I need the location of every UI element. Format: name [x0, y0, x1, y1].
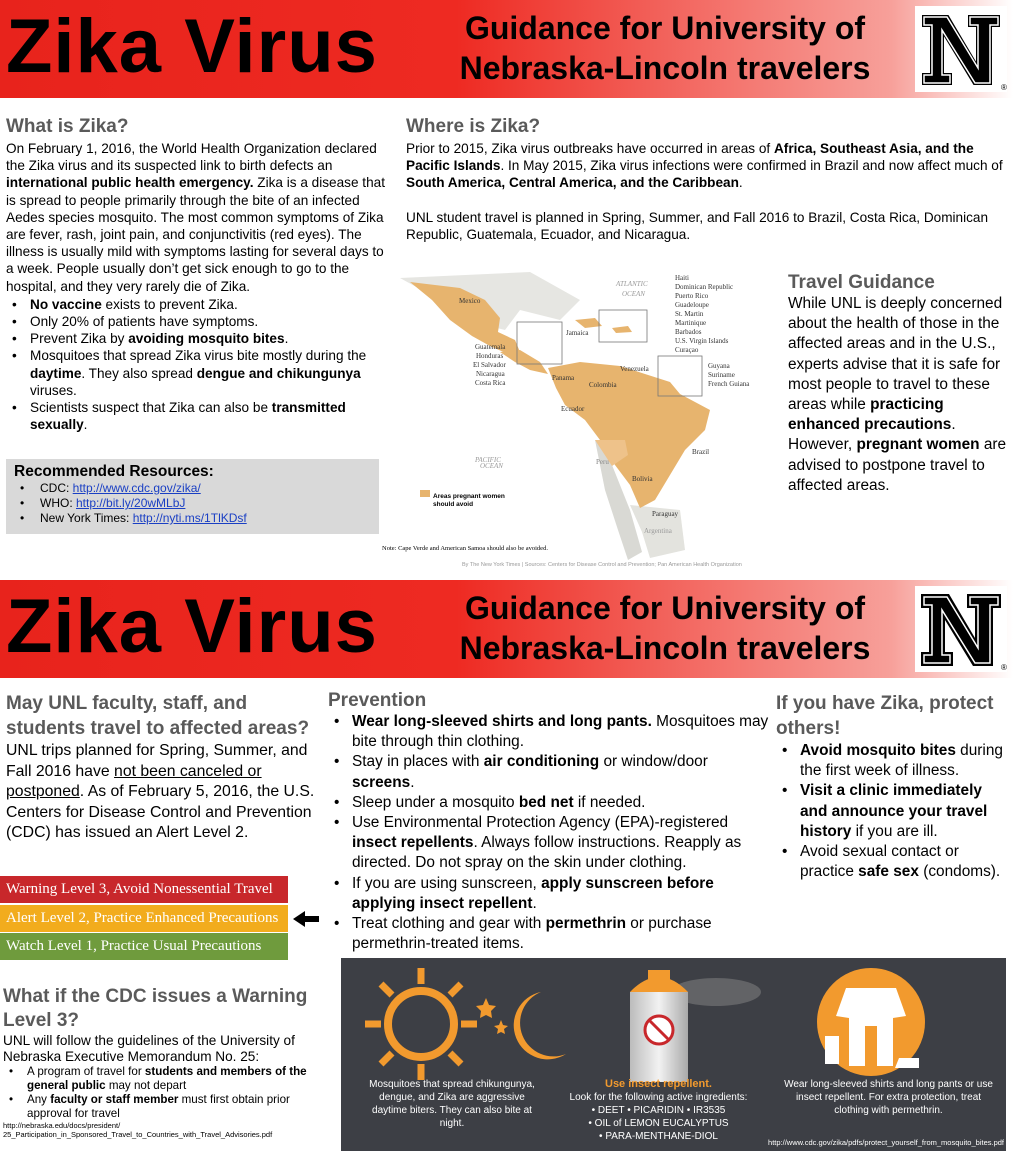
svg-text:St. Martin: St. Martin [675, 310, 704, 318]
resources-heading: Recommended Resources: [14, 463, 214, 480]
insect-repellent-icon [596, 962, 766, 1082]
banner-subtitle-2: Guidance for University of Nebraska-Lincoln travelers [459, 590, 871, 666]
svg-text:Argentina: Argentina [644, 527, 672, 535]
university-n-logo [915, 6, 1007, 92]
where-is-zika-section [406, 116, 1006, 243]
prevention-section [328, 690, 772, 954]
svg-text:Guyana: Guyana [708, 362, 730, 370]
svg-text:PACIFIC: PACIFIC [475, 456, 501, 464]
atlantic-label: ATLANTIC [616, 280, 648, 288]
svg-text:Jamaica: Jamaica [566, 329, 589, 337]
list-item: • Use Environmental Protection Agency (EPA)-registered insect repellents. Always follow instructions. Reapply as directed. Do not spray on the skin under clothing. [328, 813, 772, 874]
where-text-1: Prior to 2015, Zika virus outbreaks have occurred in areas of Africa, Southeast Asia, and the Pacific Islands. In May 2015, Zika virus infections were confirmed in Brazil and now affect much of South America, Central America, and the Caribbean. [406, 141, 1003, 191]
recommended-resources-box [6, 459, 379, 534]
who-link[interactable]: http://bit.ly/20wMLbJ [76, 496, 186, 510]
banner-subtitle: Guidance for University of Nebraska-Lincoln travelers [459, 10, 871, 86]
svg-text:®: ® [1001, 83, 1007, 92]
travel-guidance-text: While UNL is deeply concerned about the health of those in the affected areas and in the U.S., experts advise that it is safe for most people to travel to these areas while practicing enhanced precautions. However, pregnant women are advised to postpone travel to affected areas. [788, 295, 1007, 494]
svg-text:Brazil: Brazil [692, 448, 710, 456]
list-item: • No vaccine exists to prevent Zika. [6, 296, 386, 313]
legend-text: Areas pregnant women should avoid [433, 493, 505, 508]
svg-text:Haiti: Haiti [675, 274, 689, 282]
svg-text:Suriname: Suriname [708, 371, 735, 379]
svg-text:Puerto Rico: Puerto Rico [675, 292, 709, 300]
list-item: • New York Times: http://nyti.ms/1TlKDsf [14, 511, 371, 526]
resources-list [14, 481, 371, 526]
svg-text:Guadeloupe: Guadeloupe [675, 301, 709, 309]
svg-text:Martinique: Martinique [675, 319, 707, 327]
what-is-zika-heading: What is Zika? [6, 116, 129, 137]
list-item: • Visit a clinic immediately and announce your travel history if you are ill. [776, 781, 1008, 842]
svg-text:Guatemala: Guatemala [475, 343, 506, 351]
university-n-logo-2 [915, 586, 1007, 672]
svg-text:Costa Rica: Costa Rica [475, 379, 506, 387]
svg-text:El Salvador: El Salvador [473, 361, 506, 369]
caption-clothing: Wear long-sleeved shirts and long pants or use insect repellent. For extra protection, treat clothing with permethrin. [784, 1079, 993, 1116]
travel-guidance-heading: Travel Guidance [788, 272, 935, 293]
list-item: • Scientists suspect that Zika can also be transmitted sexually. [6, 399, 386, 433]
if-you-have-zika-list [776, 741, 1008, 882]
svg-text:Barbados: Barbados [675, 328, 702, 336]
cdc-pdf-url[interactable]: http://www.cdc.gov/zika/pdfs/protect_yourself_from_mosquito_bites.pdf [768, 1138, 1004, 1147]
list-item: • Prevent Zika by avoiding mosquito bites. [6, 330, 386, 347]
travel-guidance-section [788, 272, 1010, 496]
svg-text:Curaçao: Curaçao [675, 346, 699, 354]
prevention-list [328, 712, 772, 954]
list-item: • Only 20% of patients have symptoms. [6, 313, 386, 330]
second-banner [0, 580, 1013, 678]
if-you-have-zika-section [776, 692, 1008, 882]
caption-biters: Mosquitoes that spread chikungunya, dengue, and Zika are aggressive daytime biters. They can also bite at night. [369, 1079, 535, 1129]
svg-text:Bolivia: Bolivia [632, 475, 653, 483]
list-item: • Any faculty or staff member must first obtain prior approval for travel [3, 1093, 335, 1121]
svg-text:Peru: Peru [596, 458, 609, 466]
svg-text:Ecuador: Ecuador [561, 405, 585, 413]
list-item: • Avoid sexual contact or practice safe sex (condoms). [776, 842, 1008, 882]
svg-text:Honduras: Honduras [476, 352, 504, 360]
zika-facts-list [6, 296, 386, 434]
banner-title: Zika Virus [6, 4, 378, 89]
list-item: • Wear long-sleeved shirts and long pants. Mosquitoes may bite through thin clothing. [328, 712, 772, 752]
svg-text:Venezuela: Venezuela [620, 365, 649, 373]
svg-text:Colombia: Colombia [589, 381, 617, 389]
may-travel-section: May UNL faculty, staff, and students travel to affected areas? UNL trips planned for Spring, Summer, and Fall 2016 have not been canceled or postponed. As of February 5, 2016, the U.S. Centers for Disease Control and Prevention (CDC) has issued an Alert Level 2. [6, 693, 315, 842]
svg-text:Nicaragua: Nicaragua [476, 370, 505, 378]
svg-text:OCEAN: OCEAN [480, 462, 503, 470]
svg-text:OCEAN: OCEAN [622, 290, 645, 298]
zika-map [380, 270, 785, 570]
legend-swatch [420, 490, 430, 497]
map-note: Note: Cape Verde and American Samoa should also be avoided. [382, 545, 548, 552]
list-item: • Stay in places with air conditioning or window/door screens. [328, 752, 772, 792]
warning-level-text: UNL will follow the guidelines of the University of Nebraska Executive Memorandum No. 25: [3, 1033, 295, 1064]
protective-clothing-icon [811, 966, 931, 1078]
list-item: • Avoid mosquito bites during the first week of illness. [776, 741, 1008, 781]
map-source: By The New York Times | Sources: Centers for Disease Control and Prevention; Pan American Health Organization [462, 562, 742, 568]
warning-level-list [3, 1065, 335, 1121]
list-item: • Treat clothing and gear with permethrin or purchase permethrin-treated items. [328, 914, 772, 954]
what-is-zika-section [6, 116, 386, 433]
sun-moon-icon [361, 964, 591, 1084]
prevention-heading: Prevention [328, 690, 427, 711]
svg-text:Panama: Panama [552, 374, 575, 382]
list-item: • CDC: http://www.cdc.gov/zika/ [14, 481, 371, 496]
list-item: • WHO: http://bit.ly/20wMLbJ [14, 496, 371, 511]
what-is-zika-text: On February 1, 2016, the World Health Organization declared the Zika virus and its suspected link to birth defects an international public health emergency. Zika is a disease that is spread to people primarily through the bite of an infected Aedes species mosquito. The most common symptoms of Zika are fever, rash, joint pain, and conjunctivitis (red eyes). The illness is usually mild with symptoms lasting for several days to a week. People usually don’t get sick enough to go to the hospital, and they very rarely die of Zika. [6, 141, 385, 294]
arrow-left-icon [291, 908, 321, 930]
alert-level-2-bar: Alert Level 2, Practice Enhanced Precautions [0, 905, 288, 932]
cdc-link[interactable]: http://www.cdc.gov/zika/ [72, 481, 201, 495]
warning-level-section [3, 985, 335, 1139]
caption-repellent: Use insect repellent. Look for the following active ingredients: • DEET • PICARIDIN • IR3535 • OIL of LEMON EUCALYPTUS • PARA-MENTHANE-DIOL [569, 1078, 748, 1142]
list-item: • A program of travel for students and members of the general public may not depart [3, 1065, 335, 1093]
svg-text:®: ® [1001, 663, 1007, 672]
svg-text:Paraguay: Paraguay [652, 510, 679, 518]
where-text-2: UNL student travel is planned in Spring, Summer, and Fall 2016 to Brazil, Costa Rica, Dominican Republic, Guatemala, Ecuador, and Nicaragua. [406, 209, 989, 242]
list-item: • Sleep under a mosquito bed net if needed. [328, 793, 772, 813]
may-travel-heading: May UNL faculty, staff, and students travel to affected areas? [6, 693, 310, 739]
svg-text:U.S. Virgin Islands: U.S. Virgin Islands [675, 337, 729, 345]
if-you-have-zika-heading: If you have Zika, protect others! [776, 693, 994, 739]
banner-title-2: Zika Virus [6, 584, 378, 669]
list-item: • Mosquitoes that spread Zika virus bite mostly during the daytime. They also spread dengue and chikungunya viruses. [6, 347, 386, 399]
warning-level-3-bar: Warning Level 3, Avoid Nonessential Travel [0, 876, 288, 903]
where-is-zika-heading: Where is Zika? [406, 116, 541, 137]
top-banner [0, 0, 1013, 98]
nyt-link[interactable]: http://nyti.ms/1TlKDsf [132, 511, 247, 525]
svg-text:Dominican Republic: Dominican Republic [675, 283, 734, 291]
watch-level-1-bar: Watch Level 1, Practice Usual Precautions [0, 933, 288, 960]
list-item: • If you are using sunscreen, apply sunscreen before applying insect repellent. [328, 874, 772, 914]
svg-text:Mexico: Mexico [459, 297, 481, 305]
memorandum-url[interactable]: http://nebraska.edu/docs/president/ 25_Participation_in_Sponsored_Travel_to_Countries_with_Travel_Advisories.pdf [3, 1121, 273, 1139]
svg-text:French Guiana: French Guiana [708, 380, 750, 388]
warning-level-heading: What if the CDC issues a Warning Level 3? [3, 986, 308, 1031]
cdc-illustration-panel [341, 958, 1006, 1151]
